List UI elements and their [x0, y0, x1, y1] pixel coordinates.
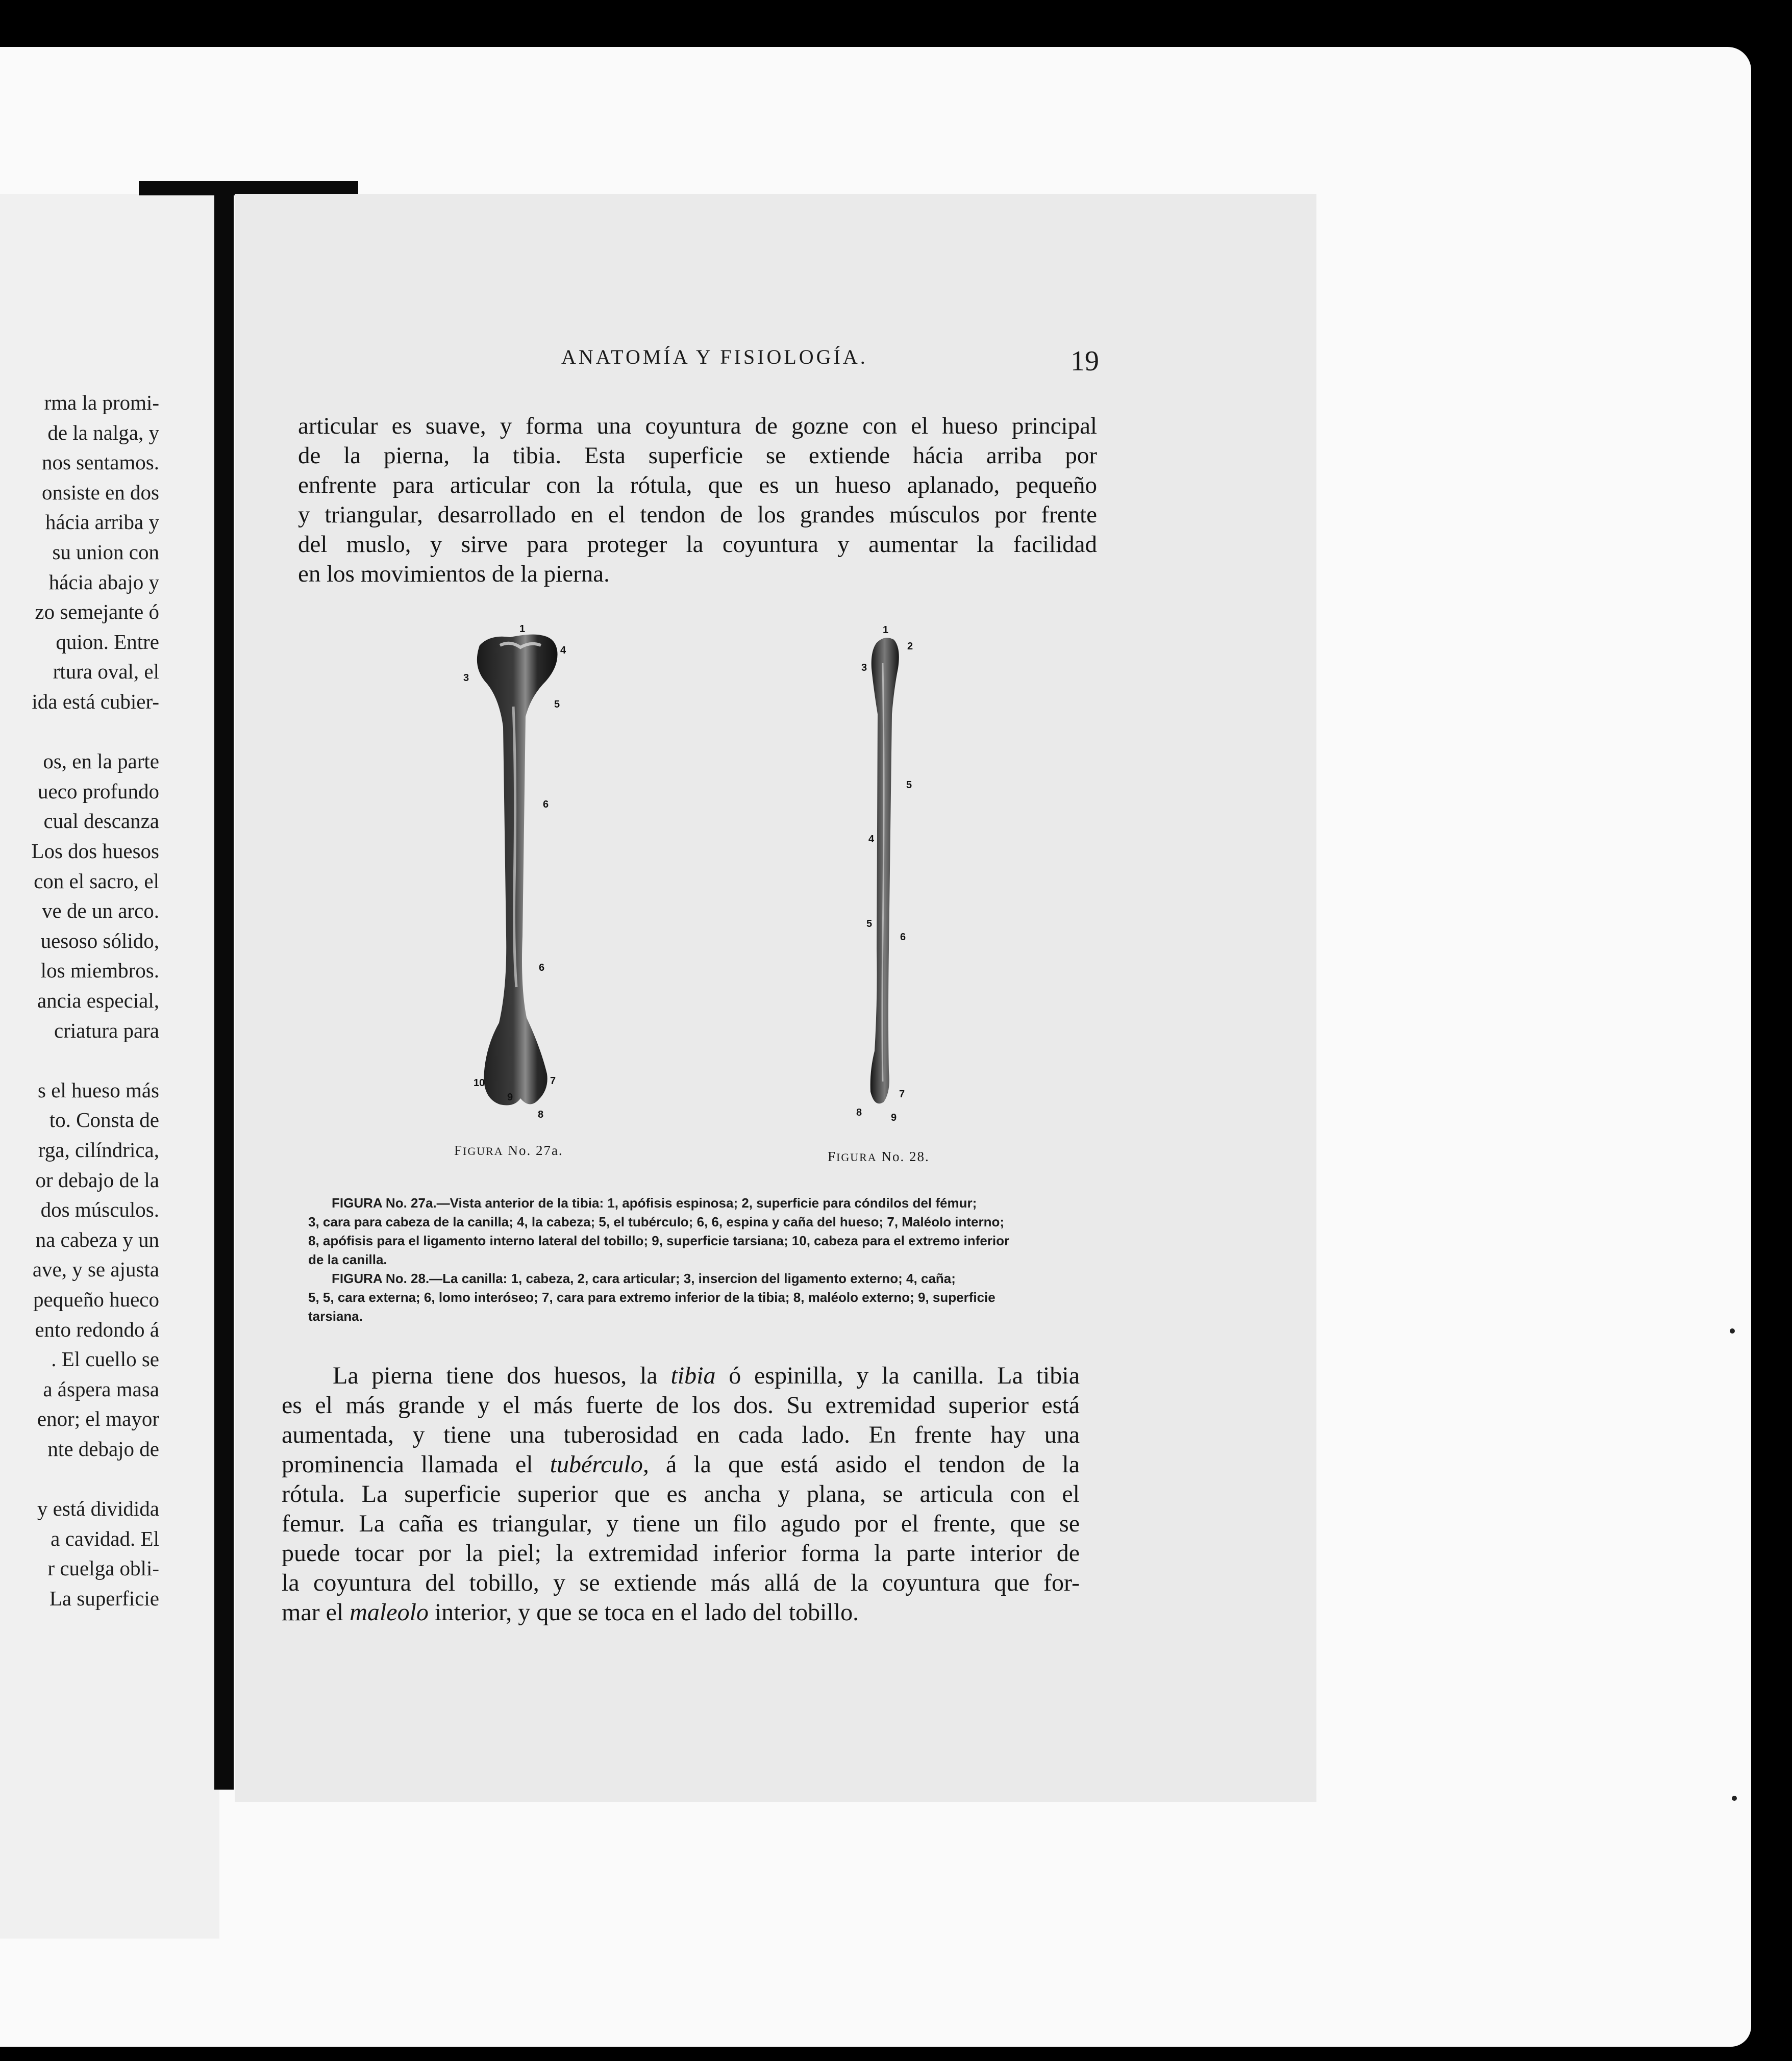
left-page-line: onsiste en dos	[41, 480, 159, 504]
paragraph-line: es el más grande y el más fuerte de los dos. Su extremidad superior está	[282, 1392, 1080, 1419]
paragraph-line: en los movimientos de la pierna.	[298, 561, 610, 587]
caption-line: 8, apófisis para el ligamento interno lateral del tobillo; 9, superficie tarsiana; 10, cabeza para el extremo inferior	[308, 1233, 1010, 1248]
left-page-line: rga, cilíndrica,	[38, 1138, 159, 1162]
left-page-line: rtura oval, el	[53, 660, 159, 684]
fig-b-marker: 2	[907, 641, 913, 652]
left-page-line: cual descanza	[43, 809, 159, 833]
left-page-line: zo semejante ó	[35, 600, 159, 624]
paragraph-line: mar el maleolo interior, y que se toca en el lado del tobillo.	[282, 1599, 859, 1626]
caption-line: FIGURA No. 27a.—Vista anterior de la tibia: 1, apófisis espinosa; 2, superficie para cóndilos del fémur;	[332, 1195, 977, 1211]
fig-a-marker: 10	[474, 1077, 485, 1089]
paragraph-line: enfrente para articular con la rótula, que es un hueso aplanado, pequeño	[298, 472, 1097, 498]
left-facing-page	[0, 194, 219, 1939]
paragraph-line: la coyuntura del tobillo, y se extiende más allá de la coyuntura que for-	[282, 1569, 1080, 1596]
caption-line: tarsiana.	[308, 1309, 363, 1324]
caption-line: FIGURA No. 28.—La canilla: 1, cabeza, 2, cara articular; 3, insercion del ligamento externo; 4, caña;	[332, 1271, 956, 1286]
scan-speck	[1732, 1796, 1737, 1801]
left-page-line: nte debajo de	[47, 1437, 159, 1461]
paragraph-line: prominencia llamada el tubérculo, á la que está asido el tendon de la	[282, 1451, 1080, 1478]
left-page-line: nos sentamos.	[41, 450, 159, 474]
left-page-line: pequeño hueco	[33, 1288, 159, 1311]
left-page-line: Los dos huesos	[31, 839, 159, 863]
left-page-line: y está dividida	[37, 1497, 159, 1521]
tibia-illustration	[469, 630, 582, 1120]
left-page-line: criatura para	[54, 1018, 159, 1042]
italic-term: tubérculo,	[550, 1451, 649, 1478]
left-page-line: ave, y se ajusta	[32, 1258, 159, 1281]
page-edge-bar	[139, 181, 358, 195]
fig-a-marker: 5	[554, 699, 560, 710]
paragraph-line: del muslo, y sirve para proteger la coyuntura y aumentar la facilidad	[298, 531, 1097, 558]
caption-line: 3, cara para cabeza de la canilla; 4, la cabeza; 5, el tubérculo; 6, 6, espina y caña del hueso; 7, Maléolo interno;	[308, 1214, 1005, 1229]
left-page-line: La superficie	[49, 1587, 159, 1610]
paragraph-line: puede tocar por la piel; la extremidad inferior forma la parte interior de	[282, 1540, 1080, 1567]
left-page-line: ida está cubier-	[32, 690, 159, 713]
fig-a-marker: 4	[560, 645, 566, 656]
left-page-line: dos músculos.	[40, 1198, 159, 1222]
italic-term: tibia	[670, 1362, 716, 1389]
left-page-line: hácia arriba y	[45, 510, 159, 534]
fig-b-marker: 5	[906, 780, 912, 791]
left-page-line: uesoso sólido,	[40, 928, 159, 952]
paragraph-line: femur. La caña es triangular, y tiene un filo agudo por el frente, que se	[282, 1510, 1080, 1537]
fibula-illustration	[862, 633, 913, 1122]
page-number: 19	[1071, 345, 1099, 377]
figure-28-label: FIGURA No. 28.	[828, 1149, 930, 1164]
fig-b-marker: 7	[899, 1089, 905, 1100]
left-page-line: con el sacro, el	[34, 869, 159, 893]
left-page-line: los miembros.	[40, 959, 159, 983]
paragraph-line: rótula. La superficie superior que es ancha y plana, se articula con el	[282, 1480, 1080, 1507]
figure-caption	[308, 1194, 1084, 1326]
left-page-line: to. Consta de	[49, 1108, 159, 1132]
fig-b-marker: 1	[883, 624, 889, 636]
left-page-line: ueco profundo	[38, 779, 159, 803]
paragraph-line: articular es suave, y forma una coyuntura de gozne con el hueso principal	[298, 413, 1097, 439]
left-page-line: a cavidad. El	[51, 1526, 159, 1550]
caption-line: 5, 5, cara externa; 6, lomo interóseo; 7, cara para extremo inferior de la tibia; 8, maléolo externo; 9, superficie	[308, 1290, 995, 1305]
fig-b-marker: 5	[866, 918, 873, 929]
italic-term: maleolo	[350, 1599, 429, 1626]
left-page-line: a áspera masa	[43, 1377, 159, 1401]
left-page-line: enor; el mayor	[37, 1407, 159, 1431]
paragraph-bottom	[282, 1361, 1080, 1627]
left-page-line: quion. Entre	[56, 630, 159, 654]
left-page-line: ve de un arco.	[42, 899, 159, 923]
book-spine	[214, 193, 234, 1790]
fig-a-marker: 9	[507, 1092, 513, 1103]
left-page-line: na cabeza y un	[35, 1227, 159, 1251]
paragraph-line: y triangular, desarrollado en el tendon de los grandes músculos por frente	[298, 501, 1097, 528]
fig-b-marker: 9	[891, 1112, 897, 1123]
left-page-line: r cuelga obli-	[47, 1556, 159, 1580]
left-page-line: ancia especial,	[37, 989, 159, 1012]
fig-b-marker: 4	[868, 834, 875, 845]
scan-speck	[1730, 1328, 1735, 1334]
left-page-line: or debajo de la	[35, 1168, 159, 1192]
paragraph-line: La pierna tiene dos huesos, la tibia ó espinilla, y la canilla. La tibia	[333, 1362, 1080, 1389]
fig-a-marker: 1	[519, 623, 526, 635]
fig-b-marker: 8	[856, 1107, 862, 1118]
fig-a-marker: 6	[539, 962, 545, 973]
figure-27a-label: FIGURA No. 27a.	[454, 1143, 563, 1158]
left-page-line: s el hueso más	[38, 1078, 159, 1102]
left-page-line: rma la promi-	[44, 391, 159, 414]
fig-a-marker: 8	[538, 1109, 544, 1120]
running-head: ANATOMÍA Y FISIOLOGÍA.	[561, 345, 868, 368]
paragraph-line: aumentada, y tiene una tuberosidad en cada lado. En frente hay una	[282, 1421, 1080, 1448]
left-page-line: su union con	[52, 540, 159, 564]
left-page-line: de la nalga, y	[47, 420, 159, 444]
fig-a-marker: 6	[543, 799, 549, 810]
left-page-line: hácia abajo y	[48, 570, 159, 594]
fig-a-marker: 7	[550, 1075, 556, 1087]
paragraph-top	[298, 411, 1097, 589]
fig-b-marker: 6	[900, 932, 906, 943]
left-page-line: ento redondo á	[35, 1317, 159, 1341]
caption-line: de la canilla.	[308, 1252, 387, 1267]
left-page-line: os, en la parte	[43, 749, 159, 773]
left-page-line: . El cuello se	[51, 1347, 159, 1371]
paragraph-line: de la pierna, la tibia. Esta superficie se extiende hácia arriba por	[298, 442, 1097, 469]
fig-b-marker: 3	[861, 662, 867, 673]
fig-a-marker: 3	[463, 672, 469, 684]
